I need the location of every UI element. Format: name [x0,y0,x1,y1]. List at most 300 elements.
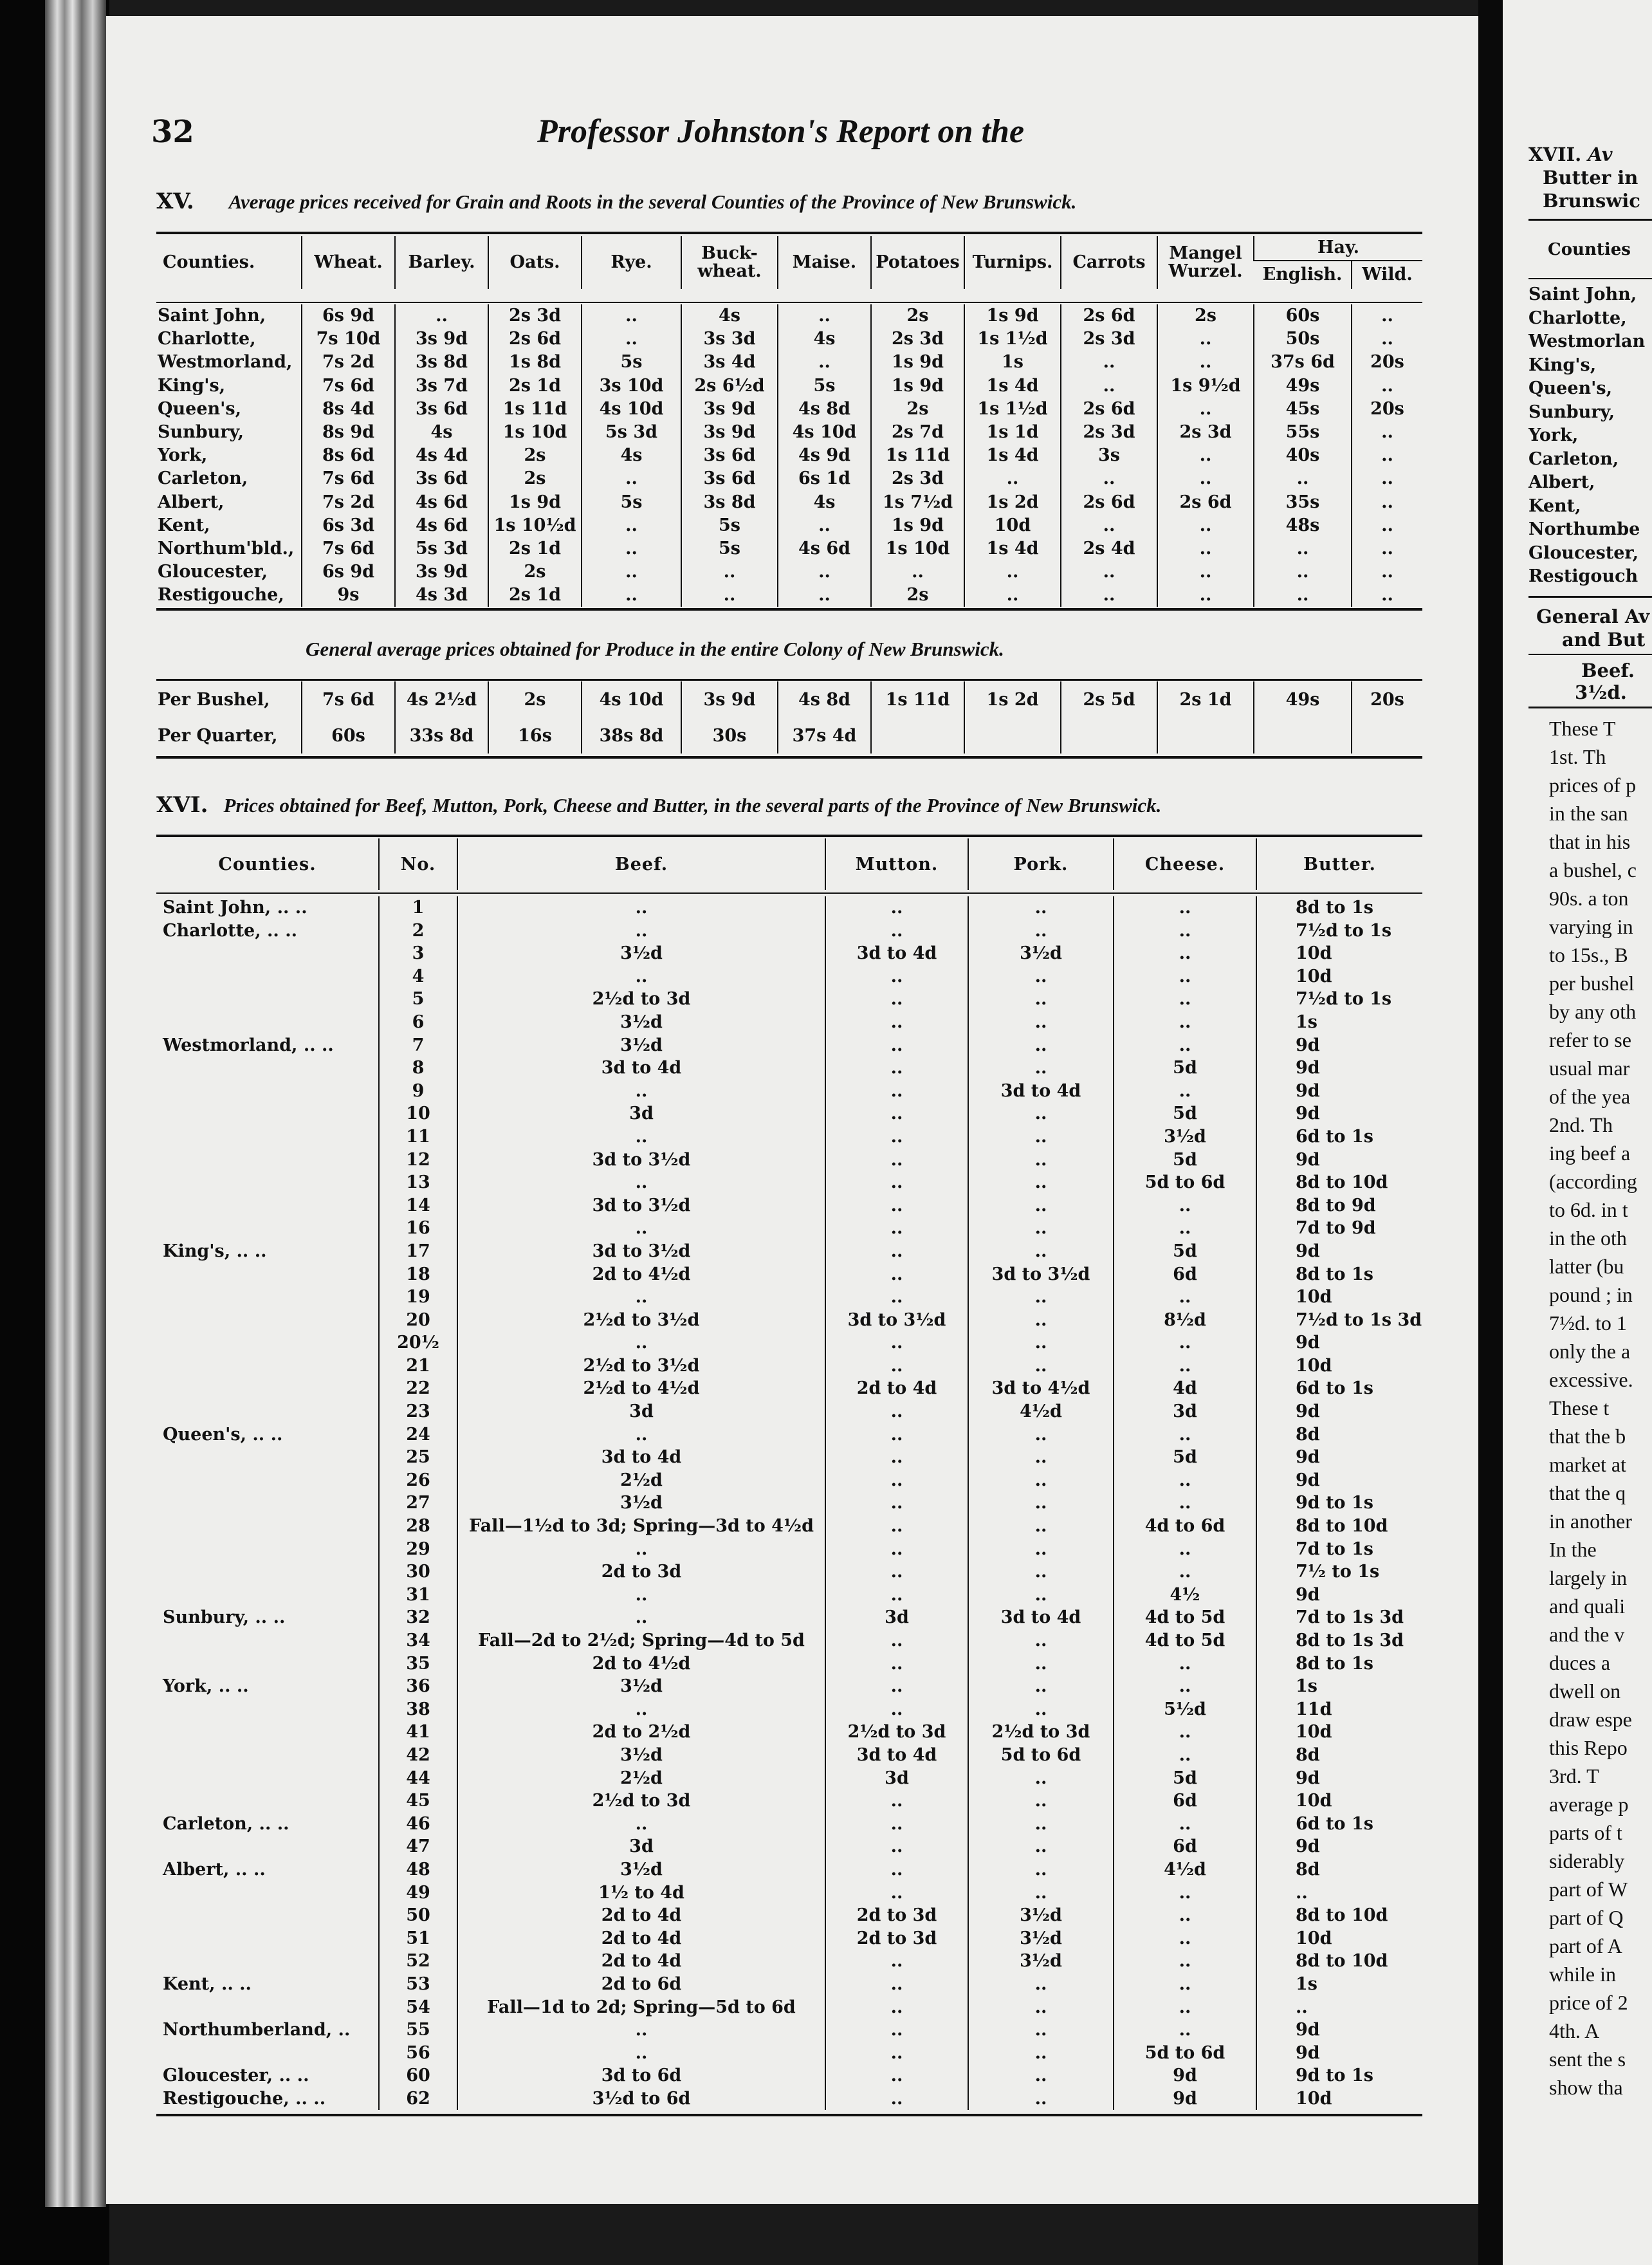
butter-cell: 9d [1256,1400,1422,1423]
county-cell [156,1125,379,1149]
cheese-cell: .. [1114,1286,1256,1309]
rule [1528,278,1652,279]
table-row [156,1560,1422,1584]
butter-cell: 10d [1256,1721,1422,1744]
beef-cell: .. [457,896,825,920]
pork-cell: .. [968,1102,1114,1125]
text-line: draw espe [1549,1708,1632,1731]
wheat-cell: 7s 6d [302,374,395,398]
barley-cell: 3s 7d [395,374,488,398]
turnips-cell: 1s 1d [964,421,1061,444]
turnips-cell: .. [964,584,1061,607]
table-row [156,1171,1422,1194]
rule [1528,596,1652,598]
hay-english-cell: 55s [1254,421,1352,444]
butter-cell: 9d [1256,1446,1422,1469]
mangel-wurzel-cell: .. [1157,444,1254,467]
cheese-cell: 3d [1114,1400,1256,1423]
maize-cell: 4s 10d [778,421,871,444]
carrots-cell: .. [1061,351,1157,374]
butter-cell: 1s [1256,1973,1422,1996]
maize-cell: 6s 1d [778,467,871,490]
butter-cell: 7½d to 1s [1256,920,1422,943]
turnips-cell: 1s 4d [964,444,1061,467]
table-row [156,1835,1422,1858]
pork-cell: .. [968,1446,1114,1469]
mutton-cell: .. [825,1446,968,1469]
pork-cell: .. [968,2042,1114,2065]
general-average-row [156,717,1422,753]
pork-cell: 3½d [968,1927,1114,1950]
county-cell: Saint John, .. .. [163,898,307,918]
mutton-cell: .. [825,1057,968,1080]
beef-cell: 2½d to 3½d [457,1309,825,1332]
beef-cell: .. [457,1538,825,1561]
hay-english-cell: .. [1254,584,1352,607]
beef-cell: .. [457,1125,825,1149]
butter-cell: 10d [1256,2087,1422,2111]
number-cell: 53 [379,1973,457,1996]
buckwheat-cell: 3s 4d [681,351,778,374]
cheese-cell: .. [1114,988,1256,1011]
pork-cell: .. [968,1171,1114,1194]
county-cell [156,1515,379,1538]
right-counties-list [1528,283,1645,589]
mutton-cell: .. [825,2087,968,2111]
county-cell: Westmorland, .. .. [163,1035,334,1055]
county-cell: Queen's, [158,398,242,419]
butter-cell: 9d [1256,1057,1422,1080]
table-row [156,398,1422,421]
table-row [156,1789,1422,1813]
beef-cell: 3d to 4d [457,1446,825,1469]
beef-cell: 2d to 2½d [457,1721,825,1744]
butter-cell: 7½ to 1s [1256,1560,1422,1584]
butter-cell: 9d [1256,1835,1422,1858]
text-line: part of Q [1549,1906,1624,1929]
butter-cell: 1s [1256,1011,1422,1034]
number-cell: 20 [379,1309,457,1332]
table-row [156,2019,1422,2042]
cheese-cell: 5d [1114,1767,1256,1790]
oats-cell: 2s 1d [488,584,582,607]
butter-cell: 9d [1256,1767,1422,1790]
cheese-cell: 4½ [1114,1584,1256,1607]
mutton-cell: .. [825,1996,968,2019]
carrots-cell: 2s 5d [1061,681,1157,717]
table-row [156,1881,1422,1905]
rule [156,302,1422,303]
beef-cell: Fall—2d to 2½d; Spring—4d to 5d [457,1629,825,1652]
hay-english-cell: .. [1254,537,1352,560]
text-line: varying in [1549,915,1633,938]
text-line: 90s. a ton [1549,887,1629,910]
mutton-cell: .. [825,1560,968,1584]
table15-body [156,304,1422,607]
text-line: that the b [1549,1425,1626,1448]
number-cell: 21 [379,1354,457,1378]
carrots-cell: 2s 6d [1061,398,1157,421]
right-beef-value: 3½d. [1575,681,1627,703]
oats-cell: 1s 8d [488,351,582,374]
col-barley: Barley. [395,236,488,289]
text-line: 7½d. to 1 [1549,1311,1627,1335]
table-row [156,1584,1422,1607]
mangel-wurzel-cell: .. [1157,351,1254,374]
number-cell: 3 [379,942,457,965]
table-row [156,1217,1422,1240]
maize-cell: .. [778,514,871,537]
butter-cell: 10d [1256,1927,1422,1950]
pork-cell: .. [968,1629,1114,1652]
oats-cell: 2s 1d [488,374,582,398]
mutton-cell: 3d [825,1606,968,1629]
rye-cell: 4s 10d [582,681,681,717]
mutton-cell: .. [825,1950,968,1973]
text-line: 4th. A [1549,2019,1600,2042]
buckwheat-cell: 3s 9d [681,398,778,421]
mutton-cell: 2d to 3d [825,1904,968,1927]
county-cell [156,1904,379,1927]
beef-cell: .. [457,1423,825,1447]
cheese-cell: .. [1114,1927,1256,1950]
hay-wild-cell: 20s [1352,398,1422,421]
cheese-cell: 5d [1114,1102,1256,1125]
county-cell: Restigouche, [158,585,284,606]
cheese-cell: .. [1114,1217,1256,1240]
list-item: Westmorlan [1528,331,1646,351]
number-cell: 12 [379,1149,457,1172]
table16-number: XVI. [156,792,208,818]
table-row [156,896,1422,920]
col-counties: Counties. [218,854,317,874]
pork-cell: .. [968,1354,1114,1378]
buckwheat-cell: 3s 8d [681,491,778,514]
text-line: sent the s [1549,2048,1626,2071]
hay-wild-cell: .. [1352,514,1422,537]
butter-cell: 7d to 1s 3d [1256,1606,1422,1629]
butter-cell: 8d to 1s [1256,1652,1422,1676]
hay-english-cell: 49s [1254,681,1352,717]
cheese-cell: .. [1114,965,1256,988]
text-line: in the oth [1549,1226,1627,1250]
beef-cell: .. [457,920,825,943]
pork-cell: .. [968,1789,1114,1813]
beef-cell: 2d to 4d [457,1927,825,1950]
table15-header [156,236,1422,289]
pork-cell: .. [968,1584,1114,1607]
col-carrots: Carrots [1061,236,1157,289]
pork-cell: .. [968,1240,1114,1263]
county-cell: King's, [158,375,226,396]
cheese-cell: .. [1114,1560,1256,1584]
number-cell: 26 [379,1469,457,1492]
beef-cell: .. [457,1331,825,1354]
table-row [156,1240,1422,1263]
col-butter: Butter. [1256,838,1422,890]
number-cell: 8 [379,1057,457,1080]
list-item: Queen's, [1528,378,1613,398]
table-row [156,1813,1422,1836]
potatoes-cell: 1s 11d [871,444,964,467]
number-cell: 9 [379,1080,457,1103]
mutton-cell: .. [825,1538,968,1561]
cheese-cell: .. [1114,1492,1256,1515]
county-cell: Albert, [158,492,225,512]
table-row [156,942,1422,965]
barley-cell: 3s 8d [395,351,488,374]
potatoes-cell: 2s [871,584,964,607]
beef-cell: 3d [457,1835,825,1858]
mutton-cell: 2d to 4d [825,1377,968,1400]
rye-cell: 4s [582,444,681,467]
number-cell: 17 [379,1240,457,1263]
county-cell: Carleton, [158,468,248,489]
butter-cell: 10d [1256,1286,1422,1309]
table16-caption [156,792,1161,818]
county-cell [156,1538,379,1561]
county-cell [156,1171,379,1194]
beef-cell: 3d [457,1102,825,1125]
text-line: latter (bu [1549,1255,1624,1278]
mutton-cell: .. [825,2042,968,2065]
buckwheat-cell: 5s [681,537,778,560]
table-row [156,374,1422,398]
oats-cell: 1s 9d [488,491,582,514]
butter-cell: .. [1256,1881,1422,1905]
rule [156,608,1422,611]
table-row [156,1652,1422,1676]
cheese-cell: 5d to 6d [1114,2042,1256,2065]
number-cell: 5 [379,988,457,1011]
mutton-cell: .. [825,1331,968,1354]
table-row [156,1721,1422,1744]
mutton-cell: .. [825,1469,968,1492]
hay-english-cell: 37s 6d [1254,351,1352,374]
mutton-cell: .. [825,1400,968,1423]
beef-cell: 3d to 6d [457,2064,825,2087]
number-cell: 29 [379,1538,457,1561]
cheese-cell: 5d [1114,1446,1256,1469]
text-line: duces a [1549,1651,1611,1674]
butter-cell: 9d to 1s [1256,2064,1422,2087]
turnips-cell: 10d [964,514,1061,537]
butter-cell: 8d [1256,1858,1422,1881]
right-counties-label: Counties [1548,240,1631,259]
text-line: 1st. Th [1549,745,1606,768]
county-cell [156,1149,379,1172]
county-cell [156,1217,379,1240]
maize-cell: 4s [778,491,871,514]
table-row [156,1538,1422,1561]
cheese-cell: .. [1114,1813,1256,1836]
turnips-cell [964,717,1061,753]
oats-cell: 2s [488,560,582,584]
mutton-cell: .. [825,896,968,920]
number-cell: 11 [379,1125,457,1149]
mutton-cell: .. [825,965,968,988]
barley-cell: 4s [395,421,488,444]
table-row [156,1080,1422,1103]
number-cell: 28 [379,1515,457,1538]
hay-wild-cell: 20s [1352,681,1422,717]
potatoes-cell: 1s 7½d [871,491,964,514]
cheese-cell: .. [1114,1331,1256,1354]
mutton-cell: .. [825,1789,968,1813]
text-line: of the yea [1549,1085,1631,1108]
rye-cell: .. [582,328,681,351]
mutton-cell: .. [825,988,968,1011]
butter-cell: 7d to 1s [1256,1538,1422,1561]
county-cell [156,1080,379,1103]
mutton-cell: .. [825,1194,968,1217]
oats-cell: 2s [488,467,582,490]
county-cell [156,1400,379,1423]
potatoes-cell: 1s 9d [871,351,964,374]
beef-cell: 3½d to 6d [457,2087,825,2111]
number-cell: 7 [379,1034,457,1057]
cheese-cell: 4½d [1114,1858,1256,1881]
pork-cell: .. [968,2087,1114,2111]
maize-cell: 4s 6d [778,537,871,560]
hay-wild-cell: .. [1352,421,1422,444]
number-cell: 34 [379,1629,457,1652]
mutton-cell: .. [825,1629,968,1652]
table-row [156,1858,1422,1881]
pork-cell: 3d to 3½d [968,1263,1114,1286]
text-line: show tha [1549,2076,1623,2099]
table-row [156,1606,1422,1629]
text-line: These T [1549,717,1616,740]
county-cell [156,1698,379,1721]
col-maize: Maise. [778,236,871,289]
rye-cell: .. [582,560,681,584]
buckwheat-cell: 3s 9d [681,681,778,717]
mutton-cell: .. [825,920,968,943]
beef-cell: .. [457,1217,825,1240]
text-line: prices of p [1549,773,1637,797]
beef-cell: 3d [457,1400,825,1423]
mutton-cell: .. [825,1881,968,1905]
butter-cell: 6d to 1s [1256,1125,1422,1149]
mangel-wurzel-cell: .. [1157,398,1254,421]
rye-cell: .. [582,514,681,537]
table-row [156,1331,1422,1354]
col-hay: Hay. [1254,236,1422,261]
cheese-cell: .. [1114,1996,1256,2019]
hay-wild-cell: .. [1352,491,1422,514]
table-row [156,1904,1422,1927]
right-heading-line-1: Av [1588,143,1613,165]
county-cell [156,1996,379,2019]
mangel-wurzel-cell: .. [1157,328,1254,351]
cheese-cell: 4d to 5d [1114,1606,1256,1629]
county-cell [156,1286,379,1309]
text-line: parts of t [1549,1821,1622,1844]
mangel-wurzel-cell: 2s 6d [1157,491,1254,514]
list-item: Restigouch [1528,566,1638,586]
hay-english-cell [1254,717,1352,753]
number-cell: 54 [379,1996,457,2019]
list-item: Kent, [1528,495,1581,516]
beef-cell: 2d to 4½d [457,1652,825,1676]
hay-wild-cell: .. [1352,304,1422,328]
hay-english-cell: .. [1254,467,1352,490]
table-row [156,1125,1422,1149]
col-rye: Rye. [582,236,681,289]
text-line: in another [1549,1510,1632,1533]
beef-cell: 2½d [457,1767,825,1790]
cheese-cell: .. [1114,1950,1256,1973]
table-row [156,1446,1422,1469]
butter-cell: 9d [1256,2042,1422,2065]
cheese-cell: .. [1114,1354,1256,1378]
turnips-cell: 1s 1½d [964,398,1061,421]
number-cell: 49 [379,1881,457,1905]
rye-cell: 5s 3d [582,421,681,444]
text-line: price of 2 [1549,1991,1628,2014]
mutton-cell: 3d to 4d [825,942,968,965]
maize-cell: .. [778,304,871,328]
county-cell [156,1057,379,1080]
number-cell: 32 [379,1606,457,1629]
mutton-cell: 2d to 3d [825,1927,968,1950]
pork-cell: .. [968,1835,1114,1858]
wheat-cell: 6s 3d [302,514,395,537]
pork-cell: 3d to 4d [968,1080,1114,1103]
beef-cell: 2½d to 3d [457,1789,825,1813]
oats-cell: 1s 11d [488,398,582,421]
mutton-cell: .. [825,1263,968,1286]
county-cell [156,1309,379,1332]
text-line: and quali [1549,1595,1626,1618]
butter-cell: 9d [1256,1331,1422,1354]
barley-cell: 4s 6d [395,514,488,537]
butter-cell: 10d [1256,1789,1422,1813]
rye-cell: 5s [582,491,681,514]
mutton-cell: .. [825,1813,968,1836]
table15-general [156,681,1422,753]
barley-cell: 3s 6d [395,467,488,490]
potatoes-cell: 1s 10d [871,537,964,560]
text-line: that the q [1549,1481,1626,1504]
hay-wild-cell [1352,717,1422,753]
text-line: 2nd. Th [1549,1113,1613,1136]
maize-cell: 4s [778,328,871,351]
county-cell: Gloucester, [158,562,268,582]
beef-cell: .. [457,1584,825,1607]
mutton-cell: .. [825,1286,968,1309]
mangel-wurzel-cell: .. [1157,467,1254,490]
cheese-cell: .. [1114,1011,1256,1034]
county-cell [156,1331,379,1354]
cheese-cell: .. [1114,920,1256,943]
mutton-cell: .. [825,1102,968,1125]
oats-cell: 2s 3d [488,304,582,328]
pork-cell: .. [968,1996,1114,2019]
rule [156,679,1422,681]
county-cell: Albert, .. .. [163,1859,266,1880]
oats-cell: 2s [488,444,582,467]
hay-english-cell: 49s [1254,374,1352,398]
wheat-cell: 7s 6d [302,467,395,490]
turnips-cell: 1s 9d [964,304,1061,328]
rye-cell: .. [582,584,681,607]
barley-cell: .. [395,304,488,328]
county-cell [156,1194,379,1217]
maize-cell: .. [778,351,871,374]
hay-wild-cell: .. [1352,537,1422,560]
